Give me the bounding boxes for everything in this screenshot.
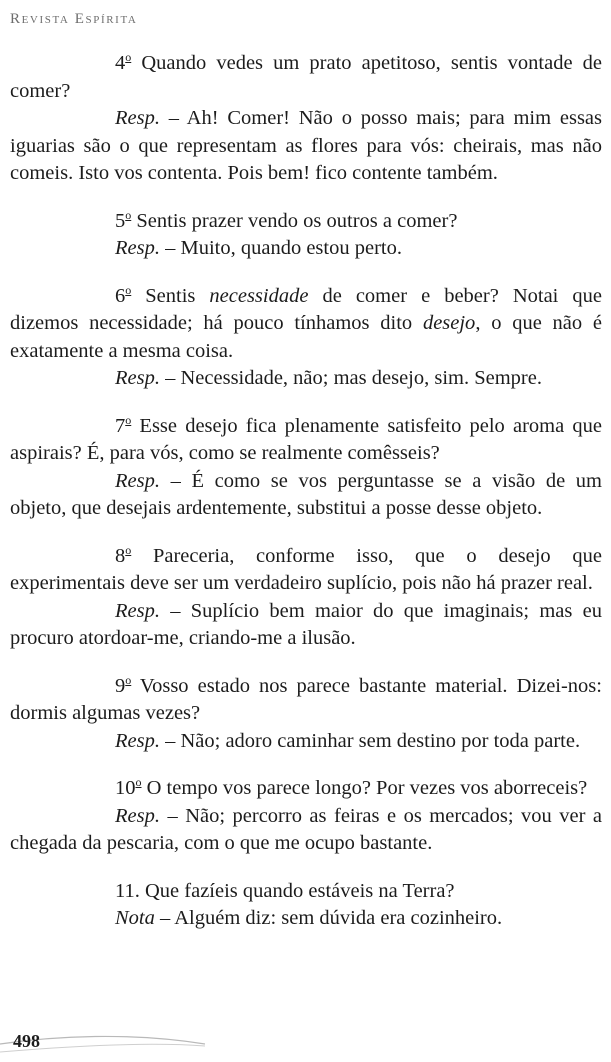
answer-label: Resp.: [115, 237, 160, 259]
answer-label: Resp.: [115, 107, 160, 129]
question-block: [10, 50, 602, 188]
question-text: [10, 543, 602, 598]
page-body: [10, 50, 602, 953]
ordinal-mark: o: [125, 412, 132, 427]
ordinal-mark: o: [125, 207, 132, 222]
question-text: [10, 775, 602, 803]
question-number: 6: [115, 284, 126, 307]
ordinal-mark: o: [125, 672, 132, 687]
answer-body: – Muito, quando estou perto.: [159, 237, 402, 259]
answer-body: – É como se vos perguntasse se a visão de um objeto, que desejais ardentemente, substitui a posse desse objeto.: [10, 469, 602, 519]
question-segment: O tempo vos parece longo? Por vezes vos aborreceis?: [141, 777, 588, 799]
question-segment: Que fazíeis quando estáveis na Terra?: [139, 879, 455, 902]
answer-text: [10, 235, 602, 263]
answer-label: Resp.: [115, 469, 160, 492]
question-text: [10, 208, 602, 236]
question-number: 4: [115, 52, 126, 74]
emphasis-term: desejo: [422, 312, 476, 334]
question-block: [10, 775, 602, 858]
question-block: [10, 543, 602, 653]
running-head: Revista Espírita: [10, 11, 138, 27]
answer-text: [10, 598, 602, 653]
question-number: 8: [115, 544, 126, 567]
question-block: [10, 878, 602, 933]
question-text: [10, 413, 602, 468]
question-block: [10, 413, 602, 523]
emphasis-term: necessidade: [209, 284, 309, 307]
ordinal-mark: o: [125, 282, 132, 297]
answer-text: [10, 728, 602, 756]
answer-text: [10, 905, 602, 933]
answer-text: [10, 105, 602, 188]
question-number: 10: [115, 777, 136, 799]
ordinal-mark: o: [125, 50, 132, 64]
question-segment: Esse desejo fica plenamente satisfeito pelo aroma que aspirais? É, para vós, como se realmente comêsseis?: [10, 414, 602, 464]
answer-text: [10, 803, 602, 858]
question-number: 11.: [115, 879, 140, 902]
answer-label: Nota: [115, 907, 155, 929]
question-segment: Pareceria, conforme isso, que o desejo que experimentais deve ser um verdadeiro suplício, pois não há prazer real.: [10, 544, 602, 594]
answer-text: [10, 365, 602, 393]
answer-body: – Não; adoro caminhar sem destino por toda parte.: [159, 729, 581, 752]
answer-body: – Suplício bem maior do que imaginais; mas eu procuro atordoar-me, criando-me a ilusão.: [10, 599, 602, 649]
question-segment: Quando vedes um prato apetitoso, sentis vontade de comer?: [10, 52, 602, 102]
answer-label: Resp.: [115, 599, 160, 622]
answer-body: – Necessidade, não; mas desejo, sim. Sempre.: [159, 367, 542, 389]
question-block: [10, 208, 602, 263]
answer-label: Resp.: [115, 367, 160, 389]
answer-label: Resp.: [115, 729, 160, 752]
question-segment: Sentis: [131, 284, 210, 307]
answer-label: Resp.: [115, 804, 160, 827]
question-segment: , o que não é exatamente a mesma coisa.: [10, 312, 602, 362]
ordinal-mark: o: [135, 775, 142, 789]
question-number: 5: [115, 209, 126, 232]
page-number: 498: [13, 1031, 40, 1051]
ordinal-mark: o: [125, 542, 132, 557]
question-text: [10, 673, 602, 728]
question-number: 7: [115, 414, 126, 437]
question-segment: Vosso estado nos parece bastante material. Dizei-nos: dormis algumas vezes?: [10, 674, 602, 724]
question-block: [10, 673, 602, 756]
answer-body: – Ah! Comer! Não o posso mais; para mim essas iguarias são o que representam as flores para vós: cheirais, mas não comeis. Isto vos contenta. Pois bem! fico contente também.: [10, 107, 602, 184]
question-segment: de comer e beber? Notai que dizemos necessidade; há pouco tínhamos dito: [10, 284, 602, 334]
question-block: [10, 283, 602, 393]
answer-body: – Alguém diz: sem dúvida era cozinheiro.: [154, 907, 503, 929]
question-text: [10, 50, 602, 105]
question-number: 9: [115, 674, 126, 697]
answer-text: [10, 468, 602, 523]
answer-body: – Não; percorro as feiras e os mercados; vou ver a chegada da pescaria, com o que me ocupo bastante.: [10, 804, 602, 854]
question-segment: Sentis prazer vendo os outros a comer?: [131, 209, 458, 232]
question-text: [10, 283, 602, 366]
question-text: [10, 878, 602, 906]
